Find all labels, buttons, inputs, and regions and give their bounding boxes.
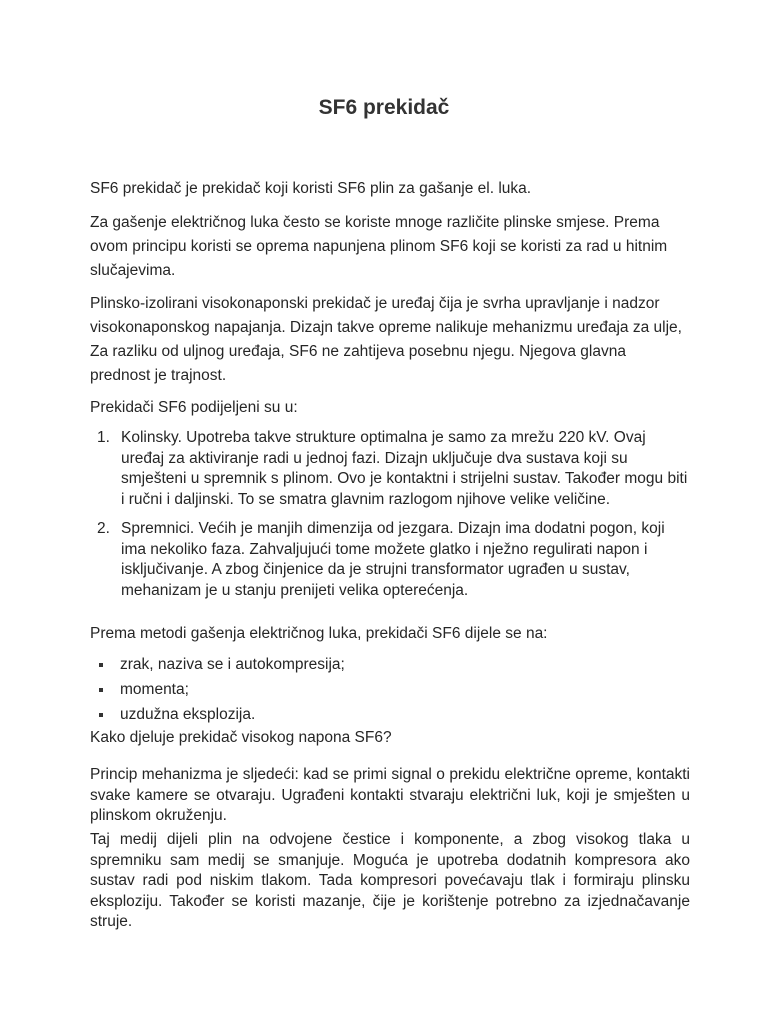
list-item-text: Kolinsky. Upotreba takve strukture optimalna je samo za mrežu 220 kV. Ovaj uređaj za aktiviranje radi u jednoj fazi. Dizajn uključuje dva sustava koji su smješteni u spremnik s plinom. Ovo je kontaktni i strijelni sustav. Također mogu biti i ručni i daljinski. To se smatra glavnim razlogom njihove velike veličine. bbox=[121, 429, 688, 508]
paragraph-medium: Taj medij dijeli plin na odvojene čestice i komponente, a zbog visokog tlaka u spremniku sam medij se smanjuje. Moguća je upotreba dodatnih kompresora ako sustav radi pod niskim tlakom. Tada kompresori povećavaju tlak i formiraju plinsku eksploziju. Također se koristi mazanje, čije je korištenje potrebno za izjednačavanje struje. bbox=[90, 831, 690, 930]
square-bullet-icon bbox=[99, 663, 103, 667]
list-item bbox=[90, 428, 690, 510]
list-item bbox=[90, 519, 690, 601]
list-item bbox=[90, 652, 690, 677]
paragraph-gis-breaker: Plinsko-izolirani visokonaponski prekidač je uređaj čija je svrha upravljanje i nadzor visokonaponskog napajanja. Dizajn takve opreme nalikuje mehanizmu uređaja za ulje, Za razliku od uljnog uređaja, SF6 ne zahtijeva posebnu njegu. Njegova glavna prednost je trajnost. bbox=[90, 295, 682, 384]
square-bullet-icon bbox=[99, 688, 103, 692]
list-item-text: zrak, naziva se i autokompresija; bbox=[120, 656, 345, 673]
bullet-list bbox=[90, 652, 690, 727]
list-number: 1. bbox=[97, 429, 110, 446]
paragraph-mechanism: Princip mehanizma je sljedeći: kad se primi signal o prekidu električne opreme, kontakti svake kamere se otvaraju. Ugrađeni kontakti stvaraju električni luk, koji je smješten u plinskom okruženju. bbox=[90, 766, 690, 824]
paragraph-arc-methods: Prema metodi gašenja električnog luka, prekidači SF6 dijele se na: bbox=[90, 625, 548, 642]
paragraph-gas-mixtures: Za gašenje električnog luka često se koriste mnoge različite plinske smjese. Prema ovom principu koristi se oprema napunjena plinom SF6 koji se koristi za rad u hitnim slučajevima. bbox=[90, 214, 668, 279]
list-item-text: Spremnici. Većih je manjih dimenzija od jezgara. Dizajn ima dodatni pogon, koji ima nekoliko faza. Zahvaljujući tome možete glatko i nježno regulirati napon i isključivanje. A zbog činjenice da je strujni transformator ugrađen u sustav, mehanizam je u stanju prenijeti velika opterećenja. bbox=[121, 520, 665, 599]
paragraph-intro: SF6 prekidač je prekidač koji koristi SF6 plin za gašanje el. luka. bbox=[90, 180, 532, 197]
square-bullet-icon bbox=[99, 713, 103, 717]
list-item bbox=[90, 677, 690, 702]
list-item bbox=[90, 702, 690, 727]
list-item-text: momenta; bbox=[120, 681, 189, 698]
list-item-text: uzdužna eksplozija. bbox=[120, 706, 256, 723]
paragraph-types-intro: Prekidači SF6 podijeljeni su u: bbox=[90, 399, 298, 416]
paragraph-question: Kako djeluje prekidač visokog napona SF6? bbox=[90, 729, 392, 746]
numbered-list bbox=[90, 428, 690, 610]
list-number: 2. bbox=[97, 520, 110, 537]
document-title: SF6 prekidač bbox=[318, 96, 450, 119]
